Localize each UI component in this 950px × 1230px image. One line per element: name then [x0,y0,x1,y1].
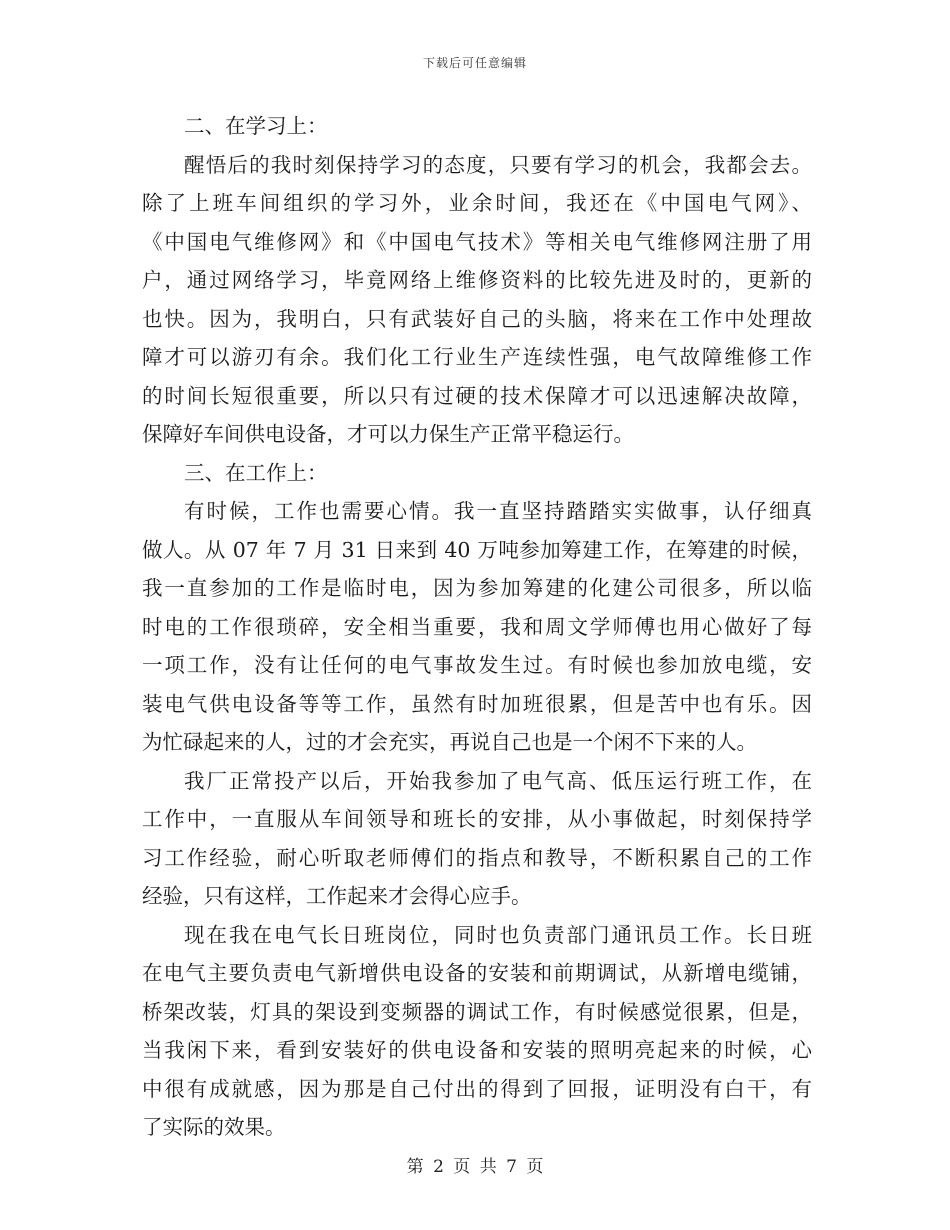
text-line: 也快。因为，我明白，只有武装好自己的头脑，将来在工作中处理故 [142,306,812,331]
text-line: 在电气主要负责电气新增供电设备的安装和前期调试，从新增电缆铺， [142,961,812,985]
text-line: 我一直参加的工作是临时电，因为参加筹建的化建公司很多，所以临 [142,576,812,600]
text-line: 的时间长短很重要，所以只有过硬的技术保障才可以迅速解决故障， [142,383,812,408]
document-body [142,107,812,1147]
page-header: 下载后可任意编辑 [422,56,527,70]
text-line: 装电气供电设备等等工作，虽然有时加班很累，但是苦中也有乐。因 [142,691,812,716]
text-line: 现在我在电气长日班岗位，同时也负责部门通讯员工作。长日班 [184,922,812,947]
text-line: 有时候，工作也需要心情。我一直坚持踏踏实实做事，认仔细真 [184,499,812,523]
text-line: 障才可以游刃有余。我们化工行业生产连续性强，电气故障维修工作 [142,345,812,369]
text-line: 工作中，一直服从车间领导和班长的安排，从小事做起，时刻保持学 [142,807,812,831]
text-line: 三、在工作上： [184,460,328,485]
text-line: 除了上班车间组织的学习外，业余时间，我还在《中国电气网》、 [142,191,812,215]
text-line: 做人。从 07 年 7 月 31 日来到 40 万吨参加筹建工作，在筹建的时候， [142,537,812,562]
text-line: 户，通过网络学习，毕竟网络上维修资料的比较先进及时的，更新的 [142,268,812,292]
text-line: 习工作经验，耐心听取老师傅们的指点和教导，不断积累自己的工作 [142,845,812,870]
text-line: 《中国电气维修网》和《中国电气技术》等相关电气维修网注册了用 [142,229,812,254]
text-line: 为忙碌起来的人，过的才会充实，再说自己也是一个闲不下来的人。 [142,730,757,754]
text-line: 时电的工作很琐碎，安全相当重要，我和周文学师傅也用心做好了每 [142,614,812,639]
text-line: 二、在学习上： [184,114,328,138]
text-line: 中很有成就感，因为那是自己付出的得到了回报，证明没有白干，有 [142,1076,812,1101]
text-line: 一项工作，没有让任何的电气事故发生过。有时候也参加放电缆，安 [142,653,812,677]
text-line: 了实际的效果。 [142,1115,286,1139]
text-line: 当我闲下来，看到安装好的供电设备和安装的照明亮起来的时候，心 [142,1038,812,1062]
text-line: 经验，只有这样，工作起来才会得心应手。 [142,884,532,908]
text-line: 保障好车间供电设备，才可以力保生产正常平稳运行。 [142,422,634,446]
text-line: 醒悟后的我时刻保持学习的态度，只要有学习的机会，我都会去。 [184,152,812,177]
page-number-footer: 第 2 页 共 7 页 [406,1157,544,1177]
text-line: 桥架改装，灯具的架设到变频器的调试工作，有时候感觉很累，但是， [142,999,812,1024]
text-line: 我厂正常投产以后，开始我参加了电气高、低压运行班工作，在 [184,768,812,793]
